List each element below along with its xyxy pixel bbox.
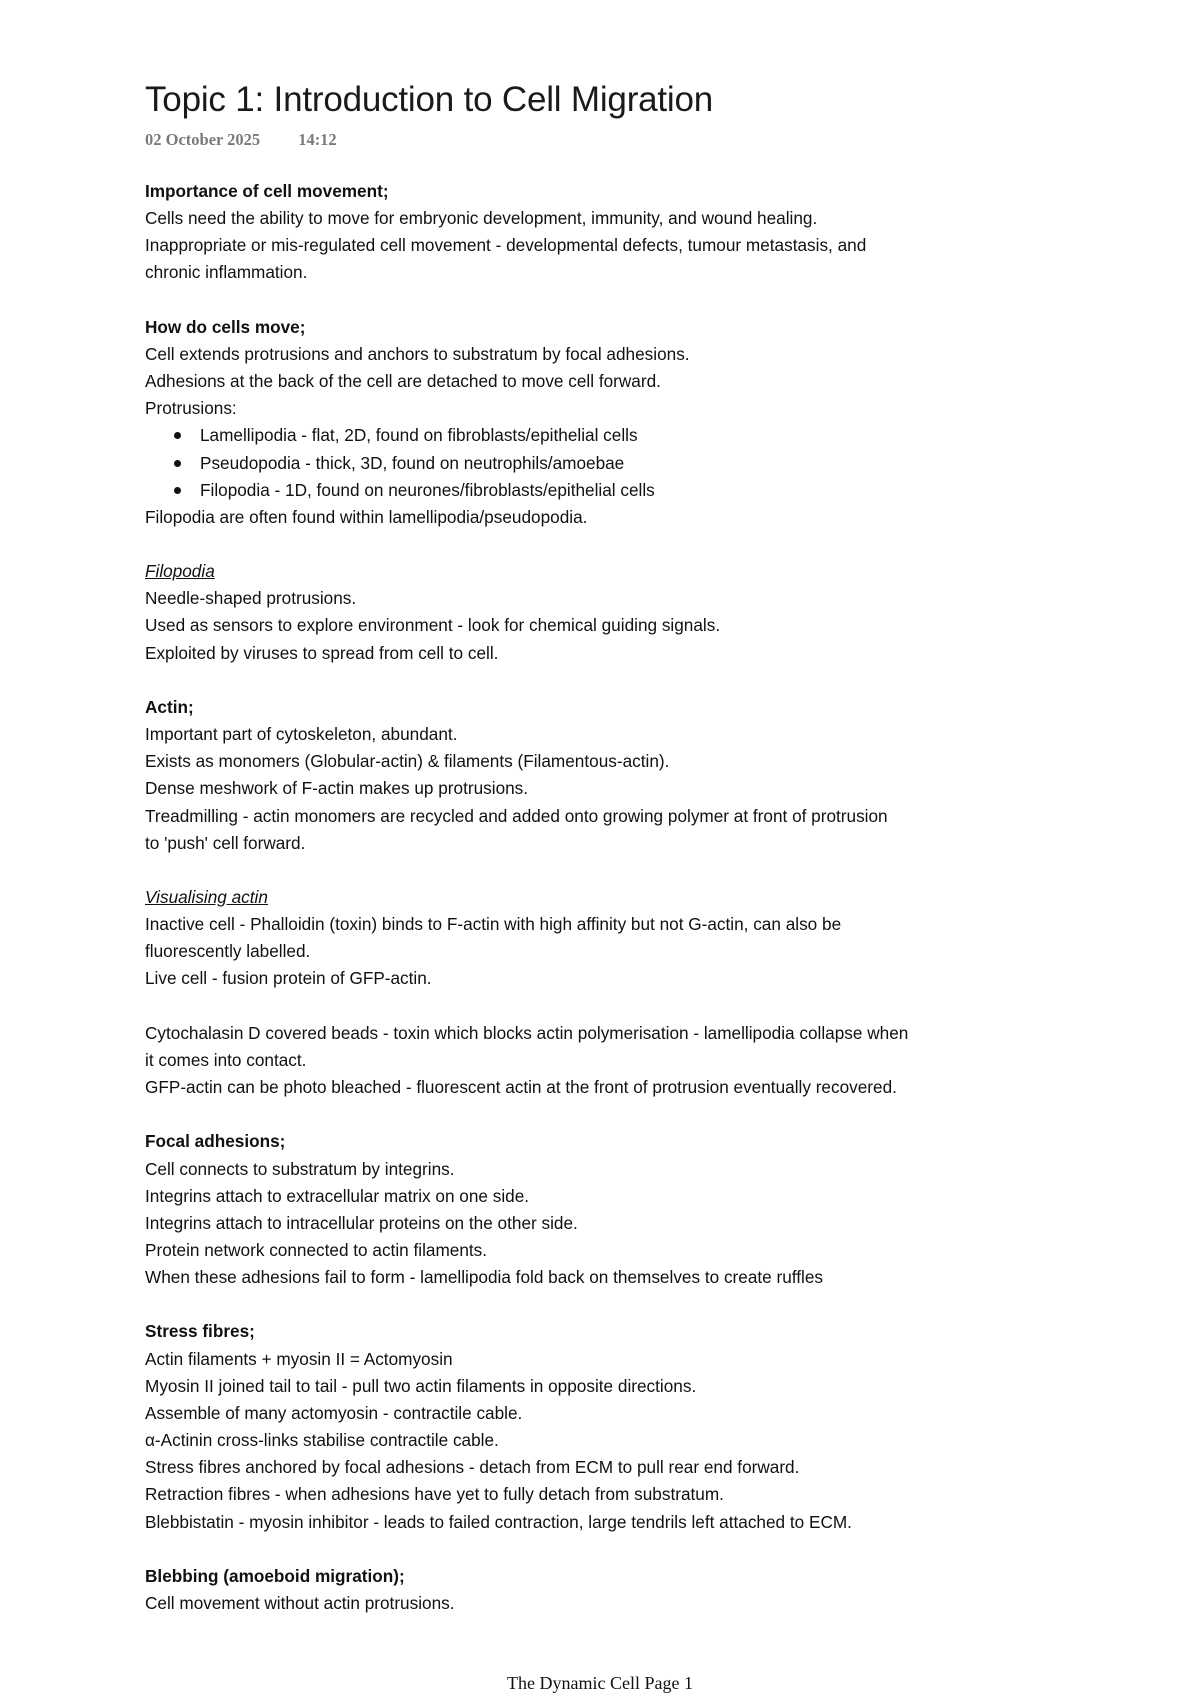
section-heading-how: How do cells move; <box>145 316 306 337</box>
note-metadata <box>145 128 1075 166</box>
text-line: Myosin II joined tail to tail - pull two actin filaments in opposite directions. <box>145 1375 697 1396</box>
text-line: Retraction fibres - when adhesions have yet to fully detach from substratum. <box>145 1484 724 1505</box>
text-line: Cells need the ability to move for embryonic development, immunity, and wound healing. <box>145 208 818 229</box>
list-item <box>145 477 1075 504</box>
text-line: Integrins attach to intracellular proteins on the other side. <box>145 1212 578 1233</box>
blank-line <box>145 1101 1075 1128</box>
text-line: Cell movement without actin protrusions. <box>145 1593 455 1613</box>
text-line: Treadmilling - actin monomers are recycled and added onto growing polymer at front of protrusion <box>145 805 888 826</box>
blank-line <box>145 287 1075 314</box>
note-time: 14:12 <box>298 130 337 149</box>
text-line: Live cell - fusion protein of GFP-actin. <box>145 968 432 989</box>
text-line: Exploited by viruses to spread from cell to cell. <box>145 642 499 663</box>
section-heading-blebbing: Blebbing (amoeboid migration); <box>145 1565 405 1586</box>
note-body <box>145 178 1075 1617</box>
text-line: GFP-actin can be photo bleached - fluorescent actin at the front of protrusion eventually recovered. <box>145 1077 897 1098</box>
blank-line <box>145 993 1075 1020</box>
text-line: Cell extends protrusions and anchors to substratum by focal adhesions. <box>145 343 690 364</box>
blank-line <box>145 667 1075 694</box>
text-line: Protrusions: <box>145 398 237 419</box>
text-line: Important part of cytoskeleton, abundant. <box>145 724 458 745</box>
bullet-icon <box>174 432 181 439</box>
text-line: Actin filaments + myosin II = Actomyosin <box>145 1348 453 1369</box>
text-line: Inactive cell - Phalloidin (toxin) binds to F-actin with high affinity but not G-actin, can also be <box>145 914 842 935</box>
text-line: α-Actinin cross-links stabilise contractile cable. <box>145 1430 499 1451</box>
text-line: Protein network connected to actin filaments. <box>145 1240 488 1260</box>
list-item <box>145 450 1075 477</box>
list-item-text: Pseudopodia - thick, 3D, found on neutrophils/amoebae <box>200 452 625 473</box>
text-line: Exists as monomers (Globular-actin) & filaments (Filamentous-actin). <box>145 751 670 772</box>
text-line: Dense meshwork of F-actin makes up protrusions. <box>145 778 529 799</box>
text-line: Assemble of many actomyosin - contractile cable. <box>145 1402 523 1423</box>
list-item-text: Lamellipodia - flat, 2D, found on fibroblasts/epithelial cells <box>200 425 638 446</box>
blank-line <box>145 1291 1075 1318</box>
text-line: it comes into contact. <box>145 1049 307 1070</box>
page-footer: The Dynamic Cell Page 1 <box>507 1673 693 1693</box>
text-line: When these adhesions fail to form - lamellipodia fold back on themselves to create ruffles <box>145 1267 823 1288</box>
text-line: Filopodia are often found within lamellipodia/pseudopodia. <box>145 506 588 527</box>
text-line: Adhesions at the back of the cell are detached to move cell forward. <box>145 371 661 392</box>
bullet-icon <box>174 487 181 494</box>
section-subheading-filopodia: Filopodia <box>145 561 215 582</box>
section-heading-stress-fibres: Stress fibres; <box>145 1321 255 1342</box>
protrusions-list <box>145 422 1075 503</box>
text-line: fluorescently labelled. <box>145 941 311 962</box>
section-heading-importance: Importance of cell movement; <box>145 181 389 201</box>
list-item <box>145 422 1075 449</box>
text-line: Cell connects to substratum by integrins. <box>145 1158 455 1179</box>
section-heading-actin: Actin; <box>145 696 194 717</box>
list-item-text: Filopodia - 1D, found on neurones/fibroblasts/epithelial cells <box>200 479 655 500</box>
text-line: Blebbistatin - myosin inhibitor - leads to failed contraction, large tendrils left attached to ECM. <box>145 1511 852 1532</box>
text-line: Used as sensors to explore environment - look for chemical guiding signals. <box>145 615 721 636</box>
blank-line <box>145 1536 1075 1563</box>
bullet-icon <box>174 460 181 467</box>
text-line: to 'push' cell forward. <box>145 832 306 853</box>
text-line: Integrins attach to extracellular matrix on one side. <box>145 1185 530 1206</box>
section-heading-focal-adhesions: Focal adhesions; <box>145 1131 286 1152</box>
note-page <box>145 76 1075 1617</box>
text-line: Needle-shaped protrusions. <box>145 588 357 609</box>
blank-line <box>145 857 1075 884</box>
section-subheading-visualising-actin: Visualising actin <box>145 887 268 907</box>
text-line: Cytochalasin D covered beads - toxin which blocks actin polymerisation - lamellipodia collapse when <box>145 1022 909 1043</box>
text-line: chronic inflammation. <box>145 262 308 283</box>
page-title: Topic 1: Introduction to Cell Migration <box>145 80 714 119</box>
blank-line <box>145 531 1075 558</box>
note-date: 02 October 2025 <box>145 130 261 149</box>
text-line: Stress fibres anchored by focal adhesions - detach from ECM to pull rear end forward. <box>145 1457 800 1478</box>
text-line: Inappropriate or mis-regulated cell movement - developmental defects, tumour metastasis, and <box>145 235 867 256</box>
